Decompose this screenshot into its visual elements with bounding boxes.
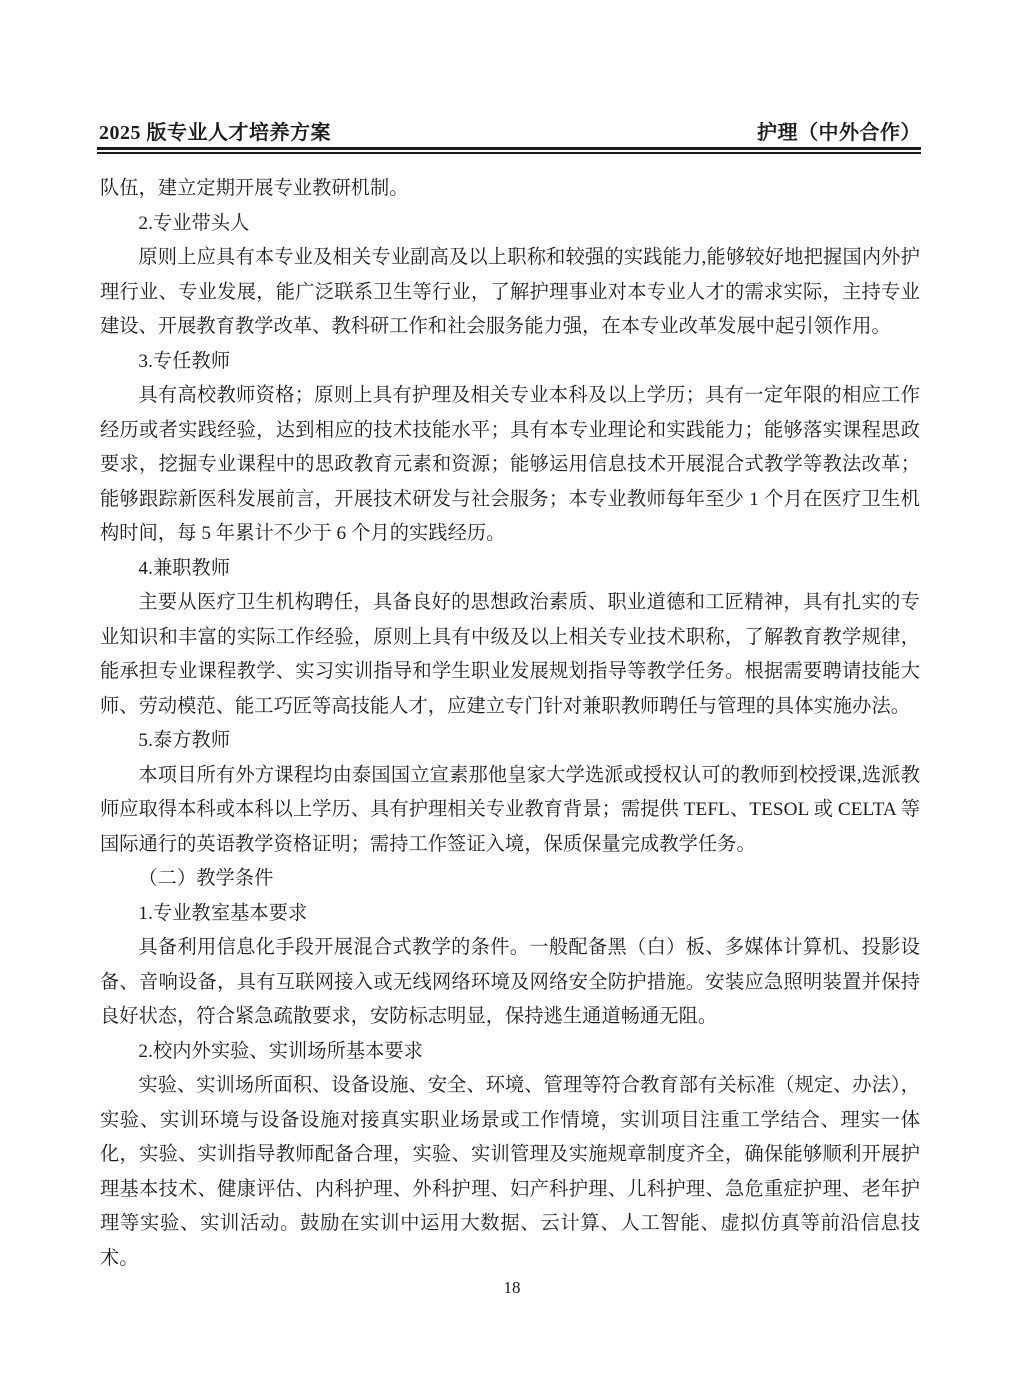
doc-heading-professional-leader: 2.专业带头人 <box>138 212 250 234</box>
header-right-title: 护理（中外合作） <box>757 122 921 144</box>
doc-paragraph: 本项目所有外方课程均由泰国国立宣素那他皇家大学选派或授权认可的教师到校授课,选派教师应取得本科或本科以上学历、具有护理相关专业教育背景；需提供 TEFL、TESOL 或 CELTA 等国际通行的英语教学资格证明；需持工作签证入境，保质保量完成教学任务。 <box>100 764 920 855</box>
header-double-rule <box>97 147 921 154</box>
doc-paragraph: 原则上应具有本专业及相关专业副高及以上职称和较强的实践能力,能够较好地把握国内外护理行业、专业发展，能广泛联系卫生等行业，了解护理事业对本专业人才的需求实际，主持专业建设、开展教育教学改革、教科研工作和社会服务能力强，在本专业改革发展中起引领作用。 <box>100 247 920 337</box>
page-number: 18 <box>503 1278 521 1297</box>
doc-paragraph: 具备利用信息化手段开展混合式教学的条件。一般配备黑（白）板、多媒体计算机、投影设备、音响设备，具有互联网接入或无线网络环境及网络安全防护措施。安装应急照明装置并保持良好状态，符合紧急疏散要求，安防标志明显，保持逃生通道畅通无阻。 <box>100 937 920 1027</box>
doc-heading-fulltime-teachers: 3.专任教师 <box>138 350 231 372</box>
doc-paragraph: 主要从医疗卫生机构聘任，具备良好的思想政治素质、职业道德和工匠精神，具有扎实的专业知识和丰富的实际工作经验，原则上具有中级及以上相关专业技术职称，了解教育教学规律，能承担专业课程教学、实习实训指导和学生职业发展规划指导等教学任务。根据需要聘请技能大师、劳动模范、能工巧匠等高技能人才，应建立专门针对兼职教师聘任与管理的具体实施办法。 <box>100 592 920 717</box>
document-body <box>100 172 920 1276</box>
doc-paragraph: 具有高校教师资格；原则上具有护理及相关专业本科及以上学历；具有一定年限的相应工作经历或者实践经验，达到相应的技术技能水平；具有本专业理论和实践能力；能够落实课程思政要求，挖掘专业课程中的思政教育元素和资源；能够运用信息技术开展混合式教学等教法改革；能够跟踪新医科发展前言，开展技术研发与社会服务；本专业教师每年至少 1 个月在医疗卫生机构时间，每 5 年累计不少于 6 个月的实践经历。 <box>100 385 920 544</box>
doc-paragraph: 实验、实训场所面积、设备设施、安全、环境、管理等符合教育部有关标准（规定、办法），实验、实训环境与设备设施对接真实职业场景或工作情境，实训项目注重工学结合、理实一体化，实验、实训指导教师配备合理，实验、实训管理及实施规章制度齐全，确保能够顺利开展护理基本技术、健康评估、内科护理、外科护理、妇产科护理、儿科护理、急危重症护理、老年护理等实验、实训活动。鼓励在实训中运用大数据、云计算、人工智能、虚拟仿真等前沿信息技术。 <box>100 1075 920 1269</box>
doc-heading-parttime-teachers: 4.兼职教师 <box>138 557 231 579</box>
header-left-title: 2025 版专业人才培养方案 <box>99 122 331 144</box>
doc-heading-training-site-requirements: 2.校内外实验、实训场所基本要求 <box>138 1040 424 1062</box>
doc-heading-classroom-requirements: 1.专业教室基本要求 <box>138 902 308 924</box>
doc-continuation-line: 队伍，建立定期开展专业教研机制。 <box>100 178 409 199</box>
page-header <box>99 116 921 145</box>
doc-heading-teaching-conditions: （二）教学条件 <box>138 868 274 889</box>
page-footer <box>0 1278 1024 1298</box>
doc-heading-thai-teachers: 5.泰方教师 <box>138 730 231 751</box>
